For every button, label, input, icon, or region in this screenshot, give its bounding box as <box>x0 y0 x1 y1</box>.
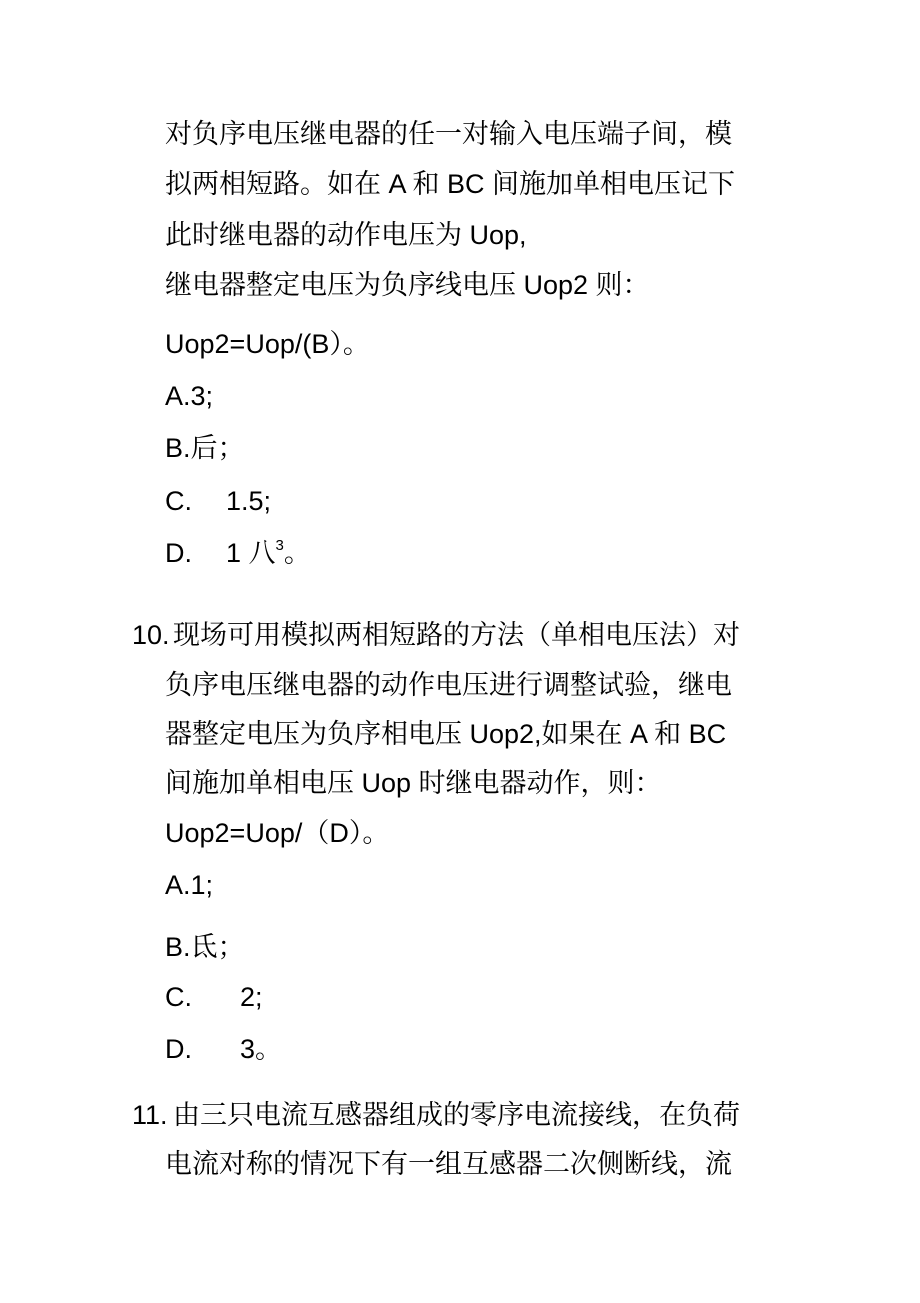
q10-option-d-value: 3。 <box>240 1034 283 1064</box>
q10-option-c-label: C. <box>165 982 192 1012</box>
q10-option-c-value: 2; <box>240 982 263 1012</box>
q10-option-d <box>165 1032 282 1066</box>
q9-formula: Uop2=Uop/(B）。 <box>165 329 370 359</box>
q9-line-2: 拟两相短路。如在 A 和 BC 间施加单相电压记下 <box>165 169 736 199</box>
q11-line-1: 由三只电流互感器组成的零序电流接线，在负荷 <box>173 1100 740 1130</box>
q9-option-c-label: C. <box>165 486 192 516</box>
q10-line-4: 间施加单相电压 Uop 时继电器动作，则： <box>165 768 662 798</box>
q9-option-a: A.3; <box>165 381 214 411</box>
q9-line-3: 此时继电器的动作电压为 Uop, <box>165 220 527 250</box>
q10-line-1: 现场可用模拟两相短路的方法（单相电压法）对 <box>173 620 740 650</box>
q10-number: 10. <box>132 620 170 650</box>
q9-option-d-label: D. <box>165 538 192 568</box>
q10-option-c <box>165 980 263 1014</box>
q11-line-2: 电流对称的情况下有一组互感器二次侧断线，流 <box>165 1149 732 1179</box>
q10-line-3: 器整定电压为负序相电压 Uop2,如果在 A 和 BC <box>165 719 727 749</box>
q9-option-d <box>165 536 311 570</box>
q9-option-d-tail: 。 <box>283 538 311 568</box>
q9-line-4: 继电器整定电压为负序线电压 Uop2 则： <box>165 270 650 300</box>
q9-line-1: 对负序电压继电器的任一对输入电压端子间，模 <box>165 119 732 149</box>
q10-formula: Uop2=Uop/（D）。 <box>165 818 390 848</box>
q9-option-d-value: 1 八 <box>226 538 276 568</box>
q10-line-2: 负序电压继电器的动作电压进行调整试验，继电 <box>165 670 732 700</box>
q9-option-c <box>165 484 271 518</box>
q10-option-d-label: D. <box>165 1034 192 1064</box>
q10-option-a: A.1; <box>165 870 214 900</box>
q9-option-d-sup: 3 <box>275 537 284 554</box>
q9-option-b: B.后； <box>165 433 245 463</box>
q11-number: 11. <box>132 1100 168 1130</box>
q10-option-b: B.氐； <box>165 932 245 962</box>
q9-option-c-value: 1.5; <box>226 486 272 516</box>
